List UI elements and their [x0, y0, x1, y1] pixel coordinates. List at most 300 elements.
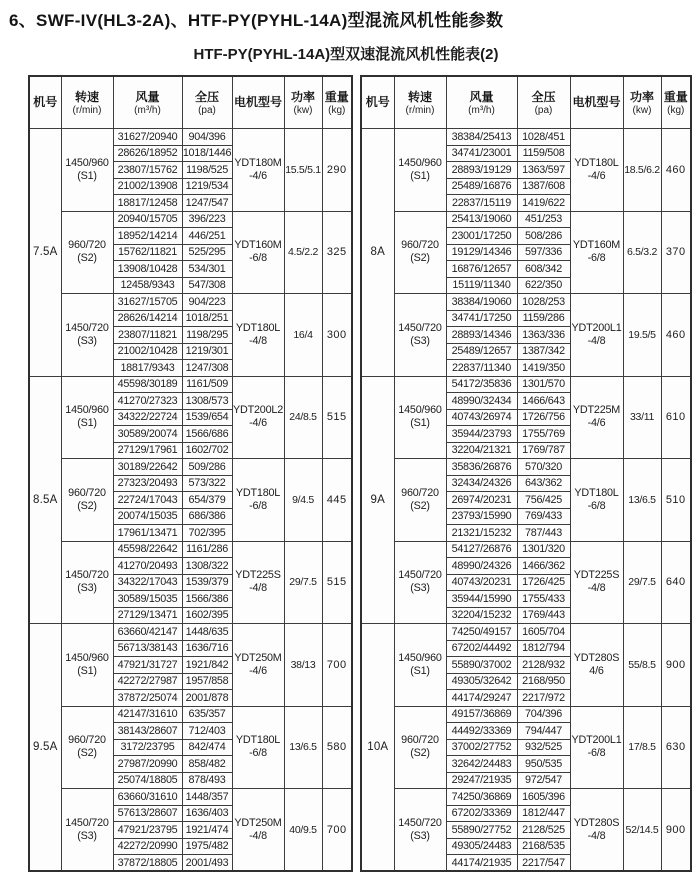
pressure-cell: 1769/787 [517, 442, 570, 459]
flow-cell: 22837/15119 [446, 195, 517, 212]
pressure-cell: 1028/253 [517, 294, 570, 311]
pressure-cell: 1301/320 [517, 541, 570, 558]
pressure-cell: 904/223 [182, 294, 232, 311]
power-label: 功率 [629, 89, 654, 104]
speed-value: 1450/720 [65, 569, 109, 582]
flow-cell: 18817/9343 [113, 360, 182, 377]
flow-cell: 15119/11340 [446, 277, 517, 294]
flow-cell: 34322/22724 [113, 409, 182, 426]
flow-cell: 29247/21935 [446, 772, 517, 789]
weight-cell: 630 [661, 706, 691, 789]
flow-cell: 34741/23001 [446, 145, 517, 162]
motor-poles: -4/8 [249, 582, 267, 595]
motor-model: YDT180M [234, 156, 282, 169]
pressure-cell: 932/525 [517, 739, 570, 756]
pressure-cell: 1921/474 [182, 822, 232, 839]
table-row [29, 541, 352, 558]
pressure-cell: 570/320 [517, 459, 570, 476]
pressure-cell: 1161/509 [182, 376, 232, 393]
flow-cell: 28893/14346 [446, 327, 517, 344]
pressure-cell: 1605/396 [517, 789, 570, 806]
table-row [29, 706, 352, 723]
speed-value: 1450/720 [398, 321, 442, 334]
machine-label: 机号 [365, 95, 390, 109]
motor-poles: -4/6 [249, 169, 267, 182]
pressure-cell: 451/253 [517, 211, 570, 228]
col-header-speed [61, 76, 113, 129]
flow-cell: 67202/33369 [446, 805, 517, 822]
flow-cell: 35944/23793 [446, 426, 517, 443]
col-header-power [623, 76, 661, 129]
flow-cell: 30589/20074 [113, 426, 182, 443]
flow-cell: 67202/44492 [446, 640, 517, 657]
col-header-pressure [182, 76, 232, 129]
flow-cell: 23807/11821 [113, 327, 182, 344]
pressure-cell: 573/322 [182, 475, 232, 492]
pressure-cell: 704/396 [517, 706, 570, 723]
power-cell: 6.5/3.2 [623, 211, 661, 294]
power-cell: 19.5/5 [623, 294, 661, 377]
motor-poles: -4/8 [587, 582, 606, 595]
speed-value: 1450/960 [398, 651, 442, 664]
flow-cell: 21002/13908 [113, 178, 182, 195]
pressure-cell: 904/396 [182, 129, 232, 146]
motor-model: YDT160M [572, 239, 621, 252]
speed-mode: (S2) [77, 252, 97, 265]
weight-cell: 700 [322, 624, 352, 707]
header-row [29, 76, 352, 129]
weight-cell: 445 [322, 459, 352, 542]
speed-cell [61, 129, 113, 212]
motor-model-cell [232, 789, 284, 872]
col-header-flow [446, 76, 517, 129]
speed-cell [61, 541, 113, 624]
motor-model-cell [570, 294, 623, 377]
flow-cell: 31627/15705 [113, 294, 182, 311]
flow-cell: 21002/10428 [113, 343, 182, 360]
table-row [361, 541, 691, 558]
pressure-cell: 1605/704 [517, 624, 570, 641]
flow-cell: 34741/17250 [446, 310, 517, 327]
flow-cell: 27129/13471 [113, 607, 182, 624]
motor-model: YDT225M [572, 404, 621, 417]
machine-number-cell: 9.5A [29, 624, 61, 872]
motor-model: YDT225S [235, 569, 281, 582]
flow-cell: 38384/19060 [446, 294, 517, 311]
table-row [361, 129, 691, 146]
weight-cell: 460 [661, 294, 691, 377]
pressure-cell: 950/535 [517, 756, 570, 773]
flow-cell: 30589/15035 [113, 591, 182, 608]
flow-cell: 32204/15232 [446, 607, 517, 624]
speed-mode: (S2) [77, 747, 97, 760]
flow-cell: 35836/26876 [446, 459, 517, 476]
motor-poles: -4/6 [249, 664, 267, 677]
flow-cell: 45598/22642 [113, 541, 182, 558]
pressure-cell: 1301/570 [517, 376, 570, 393]
pressure-cell: 1957/858 [182, 673, 232, 690]
motor-poles: -4/8 [587, 829, 606, 842]
flow-cell: 27987/20990 [113, 756, 182, 773]
pressure-cell: 1755/769 [517, 426, 570, 443]
motor-poles: -6/8 [249, 252, 267, 265]
speed-value: 960/720 [68, 486, 106, 499]
pressure-cell: 2128/525 [517, 822, 570, 839]
motor-poles: -4/8 [249, 334, 267, 347]
pressure-cell: 1636/403 [182, 805, 232, 822]
weight-cell: 370 [661, 211, 691, 294]
pressure-cell: 1812/447 [517, 805, 570, 822]
flow-cell: 26974/20231 [446, 492, 517, 509]
flow-cell: 63660/31610 [113, 789, 182, 806]
flow-cell: 19129/14346 [446, 244, 517, 261]
pressure-cell: 1363/336 [517, 327, 570, 344]
flow-cell: 40743/26974 [446, 409, 517, 426]
weight-cell: 515 [322, 541, 352, 624]
pressure-cell: 1448/635 [182, 624, 232, 641]
motor-model: YDT280S [573, 651, 620, 664]
pressure-cell: 1539/654 [182, 409, 232, 426]
pressure-cell: 1755/433 [517, 591, 570, 608]
pressure-cell: 1921/842 [182, 657, 232, 674]
pressure-cell: 2168/535 [517, 838, 570, 855]
flow-cell: 13908/10428 [113, 261, 182, 278]
power-unit: (kw) [293, 104, 313, 116]
speed-mode: (S2) [410, 499, 430, 512]
pressure-cell: 1419/350 [517, 360, 570, 377]
machine-number-cell: 10A [361, 624, 394, 872]
motor-poles: -4/6 [587, 417, 606, 430]
motor-model: YDT250M [234, 651, 282, 664]
col-header-machine [361, 76, 394, 129]
weight-unit: (kg) [667, 104, 685, 116]
pressure-cell: 769/433 [517, 508, 570, 525]
power-cell: 29/7.5 [623, 541, 661, 624]
speed-unit: (r/min) [72, 104, 102, 116]
speed-value: 960/720 [401, 239, 439, 252]
speed-value: 1450/960 [65, 156, 109, 169]
machine-number-cell: 9A [361, 376, 394, 624]
pressure-cell: 1161/286 [182, 541, 232, 558]
flow-cell: 74250/36869 [446, 789, 517, 806]
power-cell: 55/8.5 [623, 624, 661, 707]
speed-cell [394, 294, 446, 377]
motor-model: YDT160M [234, 239, 282, 252]
pressure-cell: 972/547 [517, 772, 570, 789]
power-cell: 40/9.5 [284, 789, 322, 872]
speed-value: 960/720 [68, 239, 106, 252]
speed-value: 1450/960 [65, 651, 109, 664]
table-row [361, 459, 691, 476]
col-header-pressure [517, 76, 570, 129]
speed-mode: (S2) [77, 499, 97, 512]
weight-cell: 325 [322, 211, 352, 294]
pressure-cell: 1308/573 [182, 393, 232, 410]
motor-poles: -4/8 [249, 829, 267, 842]
pressure-cell: 622/350 [517, 277, 570, 294]
motor-model: YDT200L1 [571, 734, 622, 747]
flow-cell: 34322/17043 [113, 574, 182, 591]
speed-cell [394, 541, 446, 624]
speed-unit: (r/min) [405, 104, 435, 116]
table-row [29, 624, 352, 641]
flow-cell: 3172/23795 [113, 739, 182, 756]
weight-label: 重量 [663, 89, 688, 104]
power-cell: 9/4.5 [284, 459, 322, 542]
speed-cell [61, 706, 113, 789]
flow-cell: 27323/20493 [113, 475, 182, 492]
speed-cell [394, 376, 446, 459]
table-body [29, 129, 352, 872]
flow-cell: 18952/14214 [113, 228, 182, 245]
flow-cell: 55890/27752 [446, 822, 517, 839]
power-label: 功率 [290, 89, 315, 104]
performance-table-right [360, 75, 692, 872]
motor-model: YDT180L [574, 486, 619, 499]
speed-cell [61, 294, 113, 377]
speed-value: 960/720 [68, 734, 106, 747]
page-title: 6、SWF-IV(HL3-2A)、HTF-PY(PYHL-14A)型混流风机性能参数 [9, 11, 504, 30]
table-row [29, 129, 352, 146]
flow-cell: 20074/15035 [113, 508, 182, 525]
col-header-motor [570, 76, 623, 129]
table-row [29, 294, 352, 311]
speed-cell [61, 789, 113, 872]
flow-cell: 49157/36869 [446, 706, 517, 723]
motor-poles: -6/8 [587, 499, 606, 512]
motor-model: YDT180L [574, 156, 619, 169]
power-cell: 13/6.5 [623, 459, 661, 542]
weight-cell: 900 [661, 789, 691, 872]
power-cell: 16/4 [284, 294, 322, 377]
speed-cell [394, 789, 446, 872]
pressure-cell: 1219/301 [182, 343, 232, 360]
col-header-machine [29, 76, 61, 129]
motor-model: YDT200L2 [232, 404, 284, 417]
motor-model: YDT225S [573, 569, 620, 582]
pressure-cell: 1159/286 [517, 310, 570, 327]
flow-cell: 37872/18805 [113, 855, 182, 872]
motor-model-cell [232, 211, 284, 294]
motor-poles: -4/6 [587, 169, 606, 182]
power-unit: (kw) [632, 104, 652, 116]
pressure-cell: 756/425 [517, 492, 570, 509]
pressure-cell: 1198/295 [182, 327, 232, 344]
pressure-cell: 1726/756 [517, 409, 570, 426]
flow-cell: 35944/15990 [446, 591, 517, 608]
pressure-cell: 1018/1446 [182, 145, 232, 162]
pressure-cell: 1812/794 [517, 640, 570, 657]
speed-cell [394, 129, 446, 212]
pressure-cell: 1387/608 [517, 178, 570, 195]
weight-label: 重量 [324, 89, 349, 104]
pressure-cell: 1602/395 [182, 607, 232, 624]
pressure-cell: 1466/643 [517, 393, 570, 410]
weight-cell: 460 [661, 129, 691, 212]
flow-unit: (m³/h) [134, 104, 161, 116]
pressure-cell: 608/342 [517, 261, 570, 278]
flow-cell: 22724/17043 [113, 492, 182, 509]
flow-cell: 15762/11821 [113, 244, 182, 261]
pressure-cell: 702/395 [182, 525, 232, 542]
pressure-cell: 1636/716 [182, 640, 232, 657]
flow-cell: 38384/25413 [446, 129, 517, 146]
motor-model-cell [232, 624, 284, 707]
flow-cell: 47921/23795 [113, 822, 182, 839]
header-row [361, 76, 691, 129]
speed-mode: (S3) [77, 829, 97, 842]
power-cell: 4.5/2.2 [284, 211, 322, 294]
flow-label: 风量 [135, 89, 160, 104]
flow-cell: 49305/24483 [446, 838, 517, 855]
pressure-cell: 509/286 [182, 459, 232, 476]
flow-cell: 27129/17961 [113, 442, 182, 459]
pressure-cell: 643/362 [517, 475, 570, 492]
flow-cell: 25074/18805 [113, 772, 182, 789]
speed-cell [61, 211, 113, 294]
pressure-unit: (pa) [534, 104, 553, 116]
pressure-cell: 2128/932 [517, 657, 570, 674]
flow-cell: 45598/30189 [113, 376, 182, 393]
motor-model-cell [232, 541, 284, 624]
weight-cell: 640 [661, 541, 691, 624]
flow-cell: 25489/16876 [446, 178, 517, 195]
flow-cell: 23807/15762 [113, 162, 182, 179]
pressure-cell: 1018/251 [182, 310, 232, 327]
col-header-speed [394, 76, 446, 129]
power-cell: 24/8.5 [284, 376, 322, 459]
speed-mode: (S1) [77, 169, 97, 182]
pressure-cell: 2217/547 [517, 855, 570, 872]
pressure-cell: 597/336 [517, 244, 570, 261]
weight-cell: 900 [661, 624, 691, 707]
flow-cell: 47921/31727 [113, 657, 182, 674]
power-cell: 18.5/6.2 [623, 129, 661, 212]
flow-cell: 38143/28607 [113, 723, 182, 740]
pressure-cell: 1566/686 [182, 426, 232, 443]
table-row [29, 211, 352, 228]
pressure-cell: 794/447 [517, 723, 570, 740]
pressure-cell: 1448/357 [182, 789, 232, 806]
speed-mode: (S1) [410, 664, 430, 677]
pressure-cell: 2001/493 [182, 855, 232, 872]
speed-label: 转速 [407, 89, 432, 104]
pressure-cell: 842/474 [182, 739, 232, 756]
motor-model-cell [570, 789, 623, 872]
pressure-cell: 547/308 [182, 277, 232, 294]
weight-cell: 290 [322, 129, 352, 212]
pressure-cell: 712/403 [182, 723, 232, 740]
pressure-cell: 534/301 [182, 261, 232, 278]
speed-mode: (S2) [410, 252, 430, 265]
pressure-cell: 1219/534 [182, 178, 232, 195]
pressure-cell: 396/223 [182, 211, 232, 228]
power-cell: 13/6.5 [284, 706, 322, 789]
flow-cell: 20940/15705 [113, 211, 182, 228]
speed-value: 1450/960 [398, 404, 442, 417]
pressure-cell: 2001/878 [182, 690, 232, 707]
motor-model: YDT180L [235, 321, 281, 334]
flow-cell: 41270/27323 [113, 393, 182, 410]
flow-cell: 22837/11340 [446, 360, 517, 377]
flow-cell: 12458/9343 [113, 277, 182, 294]
speed-value: 1450/720 [398, 816, 442, 829]
pressure-cell: 1975/482 [182, 838, 232, 855]
motor-model-cell [232, 129, 284, 212]
table-row [361, 706, 691, 723]
table-row [29, 376, 352, 393]
flow-cell: 42272/20990 [113, 838, 182, 855]
flow-cell: 37872/25074 [113, 690, 182, 707]
col-header-flow [113, 76, 182, 129]
motor-poles: 4/6 [589, 664, 604, 677]
motor-model: YDT180L [235, 734, 281, 747]
speed-mode: (S3) [410, 582, 430, 595]
weight-cell: 700 [322, 789, 352, 872]
flow-cell: 28626/14214 [113, 310, 182, 327]
pressure-cell: 1566/386 [182, 591, 232, 608]
motor-model-cell [570, 211, 623, 294]
motor-model-cell [570, 624, 623, 707]
flow-cell: 42272/27987 [113, 673, 182, 690]
col-header-motor [232, 76, 284, 129]
power-cell: 52/14.5 [623, 789, 661, 872]
flow-cell: 28893/19129 [446, 162, 517, 179]
motor-model-cell [570, 129, 623, 212]
flow-cell: 44174/29247 [446, 690, 517, 707]
flow-label: 风量 [469, 89, 494, 104]
motor-model: YDT180L [235, 486, 281, 499]
flow-cell: 42147/31610 [113, 706, 182, 723]
motor-label: 电机型号 [572, 95, 621, 109]
speed-mode: (S3) [410, 334, 430, 347]
flow-cell: 56713/38143 [113, 640, 182, 657]
speed-mode: (S2) [410, 747, 430, 760]
speed-mode: (S3) [77, 582, 97, 595]
speed-cell [394, 459, 446, 542]
flow-cell: 31627/20940 [113, 129, 182, 146]
flow-cell: 49305/32642 [446, 673, 517, 690]
flow-cell: 48990/32434 [446, 393, 517, 410]
power-cell: 38/13 [284, 624, 322, 707]
motor-poles: -6/8 [249, 747, 267, 760]
motor-model: YDT280S [573, 816, 620, 829]
speed-cell [394, 211, 446, 294]
table-row [361, 376, 691, 393]
speed-value: 1450/960 [398, 156, 442, 169]
motor-model-cell [232, 459, 284, 542]
speed-cell [61, 376, 113, 459]
pressure-label: 全压 [531, 89, 556, 104]
pressure-cell: 1602/702 [182, 442, 232, 459]
flow-cell: 28626/18952 [113, 145, 182, 162]
flow-cell: 23793/15990 [446, 508, 517, 525]
motor-model-cell [570, 459, 623, 542]
table-row [29, 459, 352, 476]
speed-value: 960/720 [401, 486, 439, 499]
speed-cell [394, 624, 446, 707]
table-row [361, 624, 691, 641]
machine-number-cell: 7.5A [29, 129, 61, 377]
motor-poles: -6/8 [249, 499, 267, 512]
machine-number-cell: 8A [361, 129, 394, 377]
flow-cell: 32434/24326 [446, 475, 517, 492]
speed-value: 1450/960 [65, 404, 109, 417]
pressure-cell: 686/386 [182, 508, 232, 525]
flow-cell: 41270/20493 [113, 558, 182, 575]
col-header-weight [322, 76, 352, 129]
pressure-cell: 635/357 [182, 706, 232, 723]
